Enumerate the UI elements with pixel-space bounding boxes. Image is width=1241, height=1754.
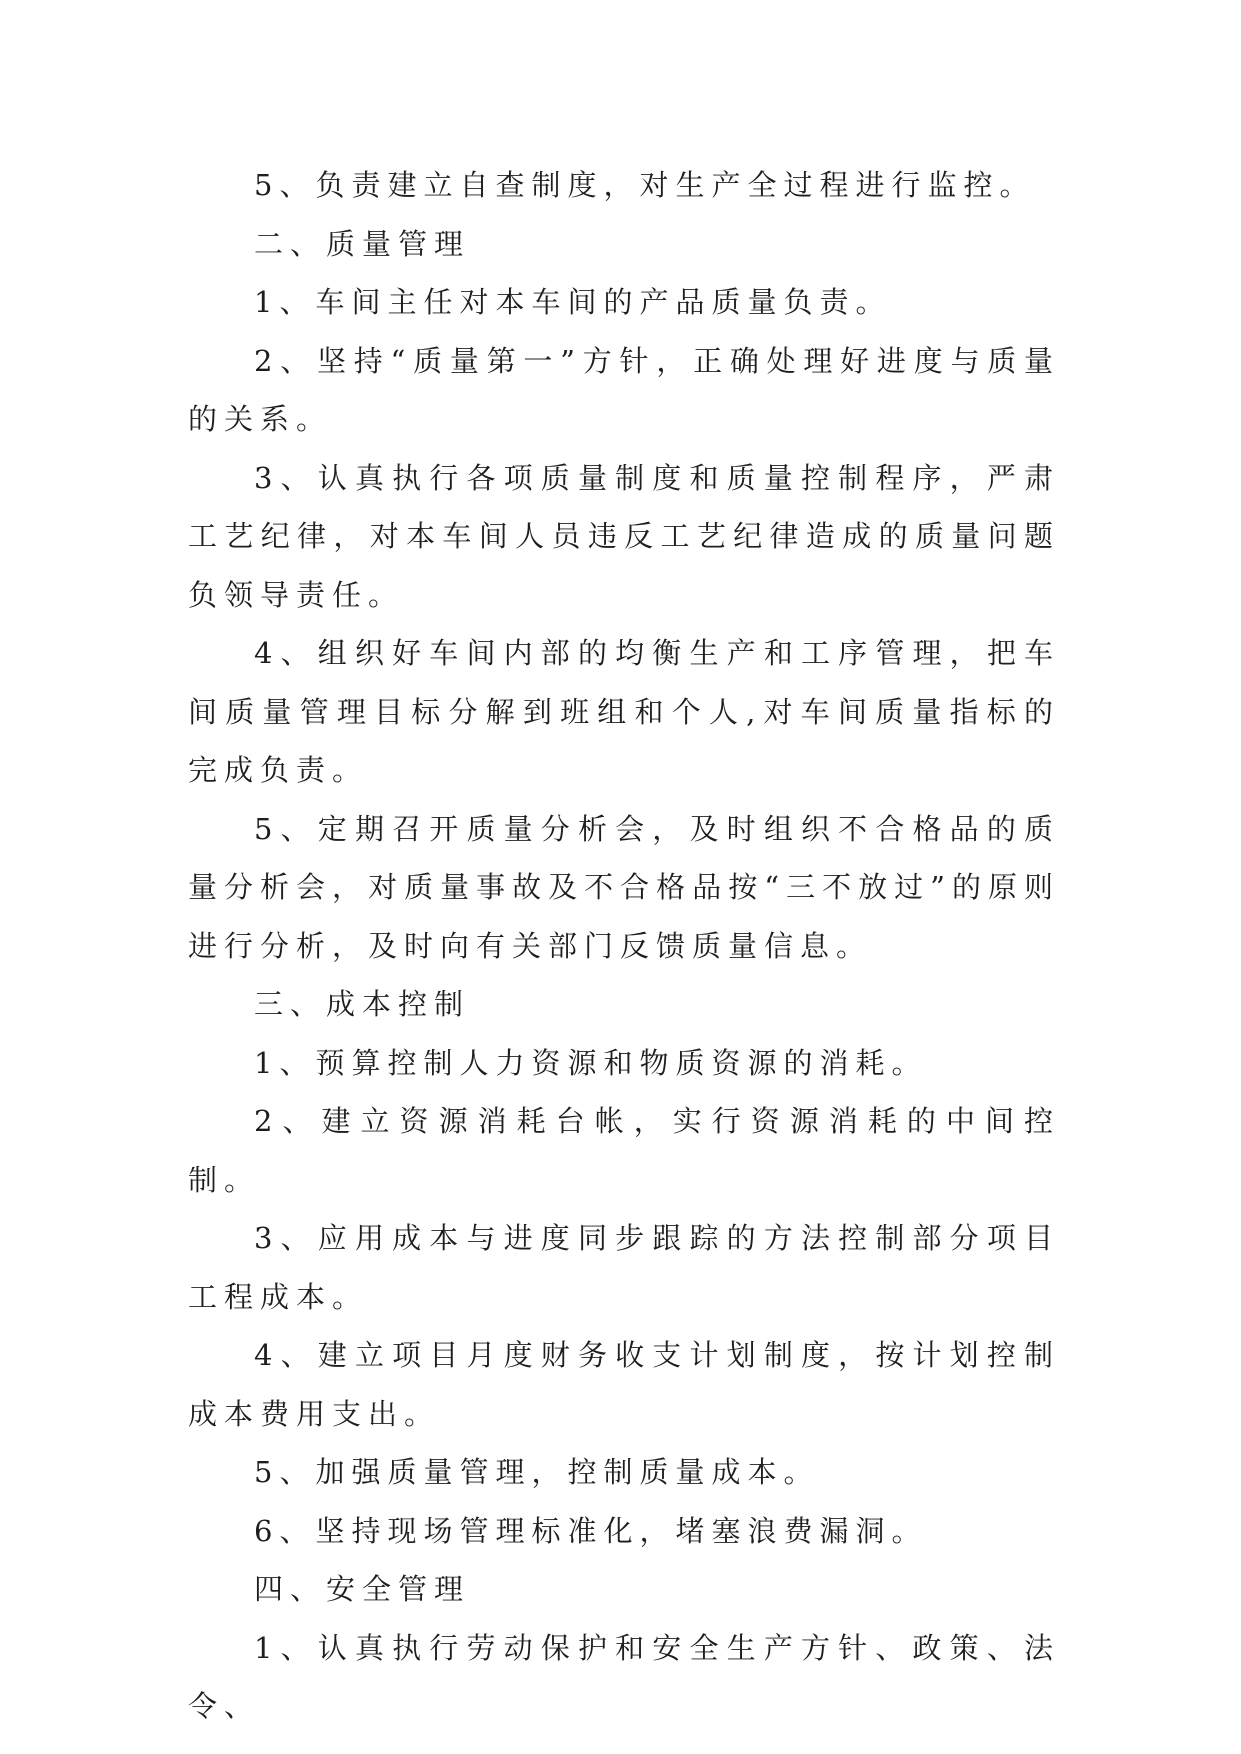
paragraph-cost-3: 3、应用成本与进度同步跟踪的方法控制部分项目工程成本。 [188, 1221, 1060, 1314]
document-body [188, 156, 1060, 1736]
section-heading-cost: 三、成本控制 [254, 987, 471, 1021]
paragraph-self-inspection: 5、负责建立自查制度，对生产全过程进行监控。 [254, 168, 1036, 202]
section-heading-safety: 四、安全管理 [254, 1572, 471, 1606]
paragraph-safety-1: 1、认真执行劳动保护和安全生产方针、政策、法令、 [188, 1630, 1060, 1723]
paragraph-quality-2: 2、坚持“质量第一”方针，正确处理好进度与质量的关系。 [188, 343, 1060, 436]
paragraph-cost-1: 1、预算控制人力资源和物质资源的消耗。 [254, 1045, 928, 1080]
paragraph-cost-4: 4、建立项目月度财务收支计划制度，按计划控制成本费用支出。 [188, 1338, 1060, 1431]
paragraph-cost-2: 2、建立资源消耗台帐，实行资源消耗的中间控制。 [188, 1104, 1060, 1197]
paragraph-quality-5: 5、定期召开质量分析会，及时组织不合格品的质量分析会，对质量事故及不合格品按“三不放过”的原则进行分析，及时向有关部门反馈质量信息。 [188, 811, 1060, 963]
paragraph-cost-5: 5、加强质量管理，控制质量成本。 [254, 1455, 820, 1489]
paragraph-cost-6: 6、坚持现场管理标准化，堵塞浪费漏洞。 [254, 1513, 928, 1548]
paragraph-quality-1: 1、车间主任对本车间的产品质量负责。 [254, 285, 892, 319]
section-heading-quality: 二、质量管理 [254, 226, 471, 261]
paragraph-quality-3: 3、认真执行各项质量制度和质量控制程序，严肃工艺纪律，对本车间人员违反工艺纪律造成的质量问题负领导责任。 [188, 460, 1060, 612]
paragraph-quality-4: 4、组织好车间内部的均衡生产和工序管理，把车间质量管理目标分解到班组和个人,对车间质量指标的完成负责。 [188, 636, 1060, 787]
